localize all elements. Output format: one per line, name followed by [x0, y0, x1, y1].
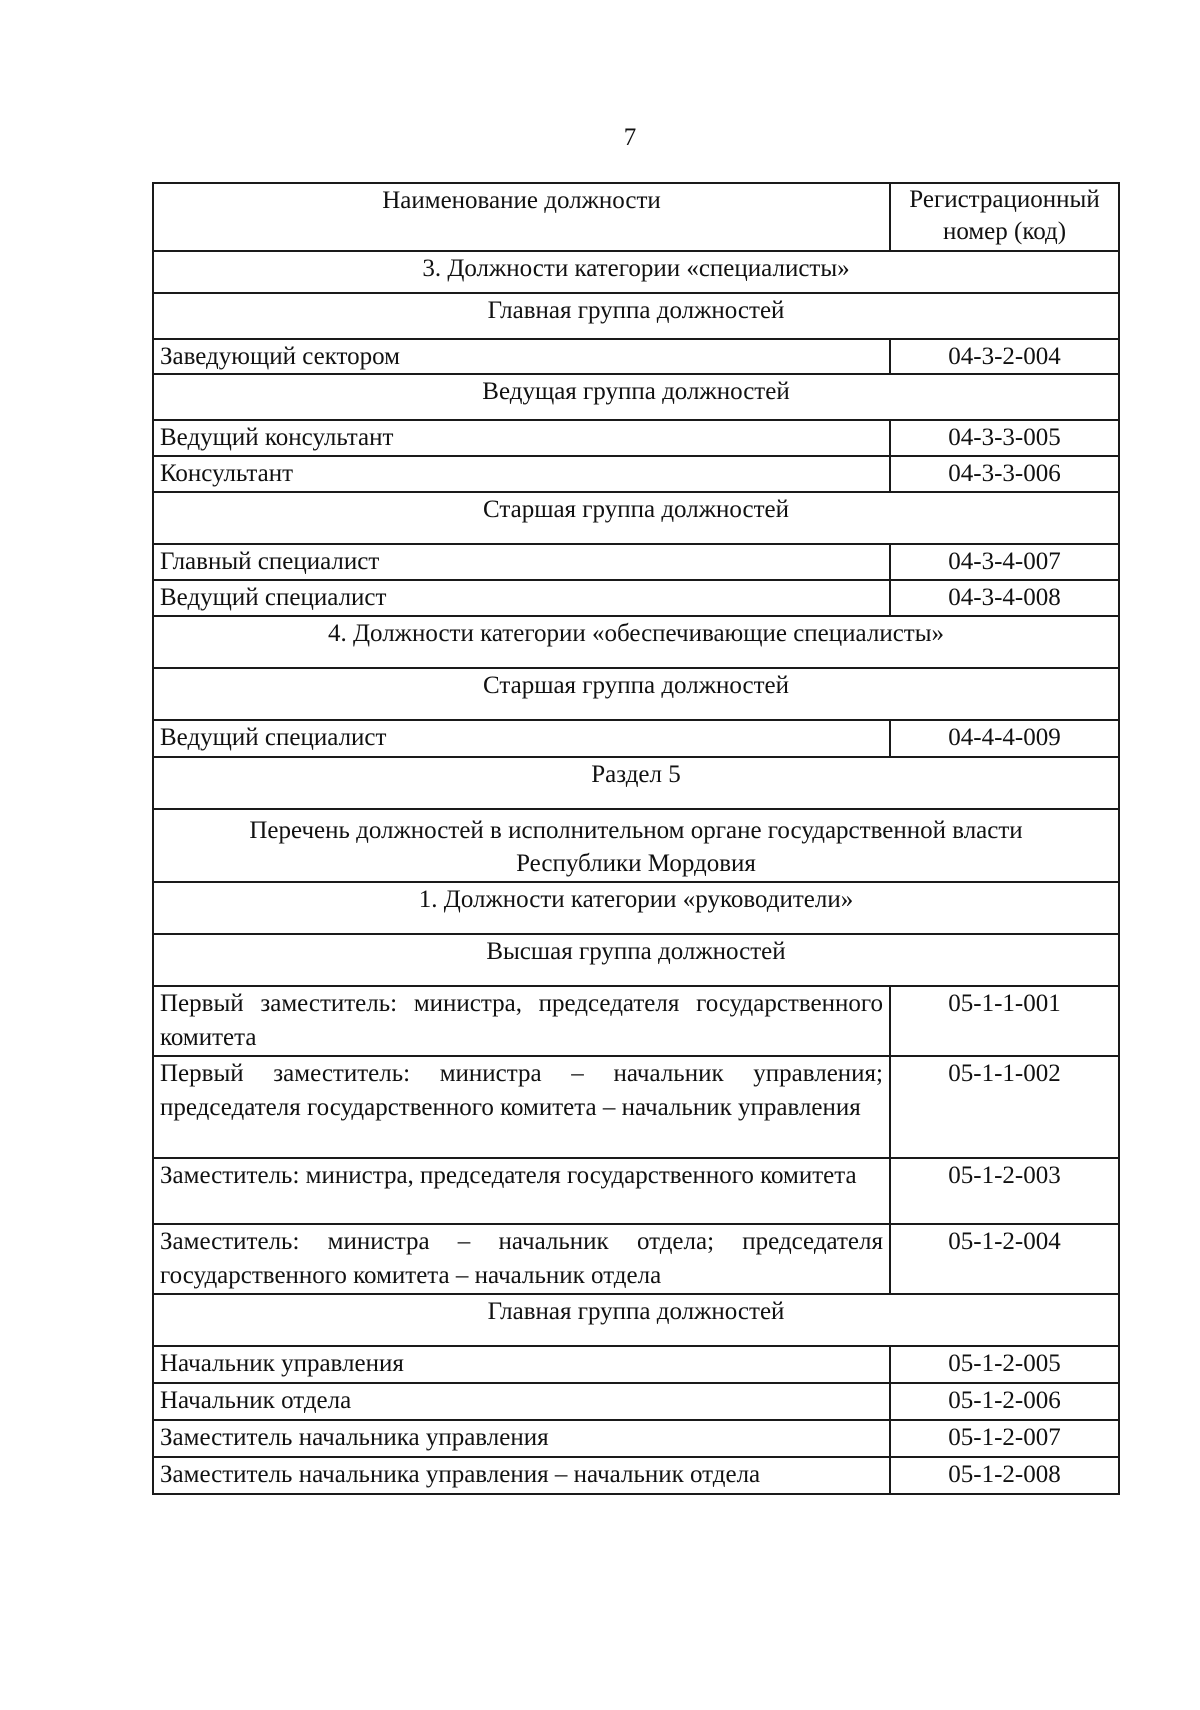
header-registration-code: Регистрационный номер (код) [890, 183, 1119, 251]
positions-table [152, 182, 1120, 1495]
page-number: 7 [623, 124, 637, 151]
table-row [153, 544, 1119, 580]
position-code: 04-3-3-006 [890, 456, 1119, 492]
position-code: 05-1-2-007 [890, 1420, 1119, 1457]
group-row [153, 934, 1119, 986]
position-name: Начальник отдела [153, 1383, 890, 1420]
group-row [153, 492, 1119, 544]
table-row [153, 420, 1119, 456]
table-row [153, 339, 1119, 374]
section-title: Перечень должностей в исполнительном органе государственной власти Республики Мордовия [153, 809, 1119, 882]
group-row [153, 293, 1119, 339]
position-code: 05-1-2-003 [890, 1158, 1119, 1224]
position-code: 05-1-2-006 [890, 1383, 1119, 1420]
section-row [153, 809, 1119, 882]
group-title: Главная группа должностей [153, 1294, 1119, 1346]
table-row [153, 1420, 1119, 1457]
position-code: 05-1-2-004 [890, 1224, 1119, 1294]
position-code: 05-1-2-005 [890, 1346, 1119, 1383]
section-title: 1. Должности категории «руководители» [153, 882, 1119, 934]
table-row [153, 986, 1119, 1056]
position-code: 04-3-4-008 [890, 580, 1119, 616]
position-name: Ведущий специалист [153, 720, 890, 757]
position-name: Заведующий сектором [153, 339, 890, 374]
position-name: Заместитель начальника управления – начальник отдела [153, 1457, 890, 1494]
section-title: 4. Должности категории «обеспечивающие специалисты» [153, 616, 1119, 668]
group-title: Ведущая группа должностей [153, 374, 1119, 420]
position-code: 05-1-2-008 [890, 1457, 1119, 1494]
group-row [153, 1294, 1119, 1346]
position-name: Ведущий специалист [153, 580, 890, 616]
section-title: 3. Должности категории «специалисты» [153, 251, 1119, 293]
position-name: Ведущий консультант [153, 420, 890, 456]
group-row [153, 668, 1119, 720]
group-title: Высшая группа должностей [153, 934, 1119, 986]
position-code: 04-3-2-004 [890, 339, 1119, 374]
position-name: Начальник управления [153, 1346, 890, 1383]
section-row [153, 882, 1119, 934]
position-code: 04-3-3-005 [890, 420, 1119, 456]
section-row [153, 251, 1119, 293]
position-code: 04-3-4-007 [890, 544, 1119, 580]
position-code: 05-1-1-001 [890, 986, 1119, 1056]
position-code: 05-1-1-002 [890, 1056, 1119, 1158]
table-row [153, 720, 1119, 757]
group-title: Старшая группа должностей [153, 668, 1119, 720]
table-row [153, 1158, 1119, 1224]
position-name: Главный специалист [153, 544, 890, 580]
table-row [153, 1383, 1119, 1420]
table-header-row [153, 183, 1119, 251]
table-row [153, 580, 1119, 616]
position-code: 04-4-4-009 [890, 720, 1119, 757]
position-name: Заместитель: министра – начальник отдела; председателя государственного комитета – начальник отдела [153, 1224, 890, 1294]
table-row [153, 1346, 1119, 1383]
position-name: Первый заместитель: министра, председателя государственного комитета [153, 986, 890, 1056]
position-name: Консультант [153, 456, 890, 492]
group-row [153, 374, 1119, 420]
section-row [153, 757, 1119, 809]
table-row [153, 1056, 1119, 1158]
table-row [153, 1457, 1119, 1494]
table-row [153, 456, 1119, 492]
header-position-name: Наименование должности [153, 183, 890, 251]
section-title: Раздел 5 [153, 757, 1119, 809]
group-title: Старшая группа должностей [153, 492, 1119, 544]
position-name: Заместитель начальника управления [153, 1420, 890, 1457]
section-row [153, 616, 1119, 668]
table-row [153, 1224, 1119, 1294]
group-title: Главная группа должностей [153, 293, 1119, 339]
position-name: Первый заместитель: министра – начальник управления; председателя государственного комитета – начальник управления [153, 1056, 890, 1158]
position-name: Заместитель: министра, председателя государственного комитета [153, 1158, 890, 1224]
